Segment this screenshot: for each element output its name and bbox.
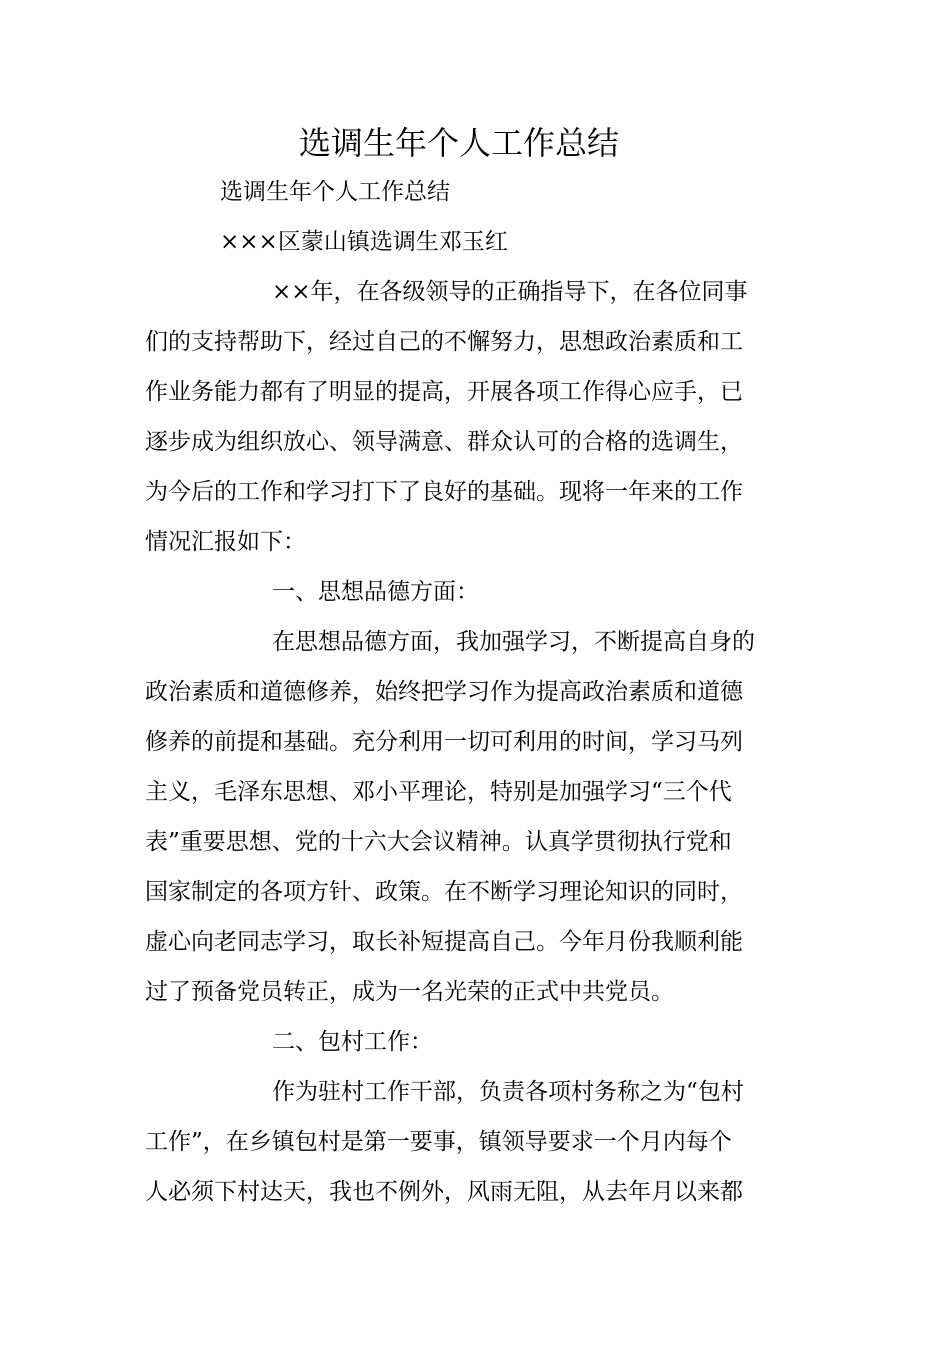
- section-heading: 一、思想品德方面：: [272, 579, 479, 605]
- author-line: ×××区蒙山镇选调生邓玉红: [220, 229, 508, 255]
- text-line: 表”重要思想、党的十六大会议精神。认真学贯彻执行党和: [145, 829, 732, 855]
- section-heading: 二、包村工作：: [272, 1029, 433, 1055]
- text-line: 工作”，在乡镇包村是第一要事，镇领导要求一个月内每个: [145, 1129, 732, 1155]
- document-title: 选调生年个人工作总结: [298, 124, 619, 162]
- text-line: 虚心向老同志学习，取长补短提高自己。今年月份我顺利能: [145, 929, 743, 955]
- text-line: 过了预备党员转正，成为一名光荣的正式中共党员。: [145, 979, 674, 1005]
- subtitle-line: 选调生年个人工作总结: [220, 179, 450, 205]
- text-line: 情况汇报如下：: [145, 529, 306, 555]
- text-line: 作为驻村工作干部，负责各项村务称之为“包村: [272, 1079, 744, 1105]
- text-line: 修养的前提和基础。充分利用一切可利用的时间，学习马列: [145, 729, 743, 755]
- text-line: 在思想品德方面，我加强学习，不断提高自身的: [272, 629, 755, 655]
- text-line: 逐步成为组织放心、领导满意、群众认可的合格的选调生，: [145, 429, 743, 455]
- text-line: 人必须下村达天，我也不例外，风雨无阻，从去年月以来都: [145, 1179, 743, 1205]
- text-line: 政治素质和道德修养，始终把学习作为提高政治素质和道德: [145, 679, 743, 705]
- text-line: 国家制定的各项方针、政策。在不断学习理论知识的同时，: [145, 879, 743, 905]
- text-line: 主义，毛泽东思想、邓小平理论，特别是加强学习“三个代: [145, 779, 732, 805]
- text-line: ××年，在各级领导的正确指导下，在各位同事: [272, 279, 748, 305]
- text-line: 作业务能力都有了明显的提高，开展各项工作得心应手，已: [145, 379, 743, 405]
- text-line: 为今后的工作和学习打下了良好的基础。现将一年来的工作: [145, 479, 743, 505]
- text-line: 们的支持帮助下，经过自己的不懈努力，思想政治素质和工: [145, 329, 743, 355]
